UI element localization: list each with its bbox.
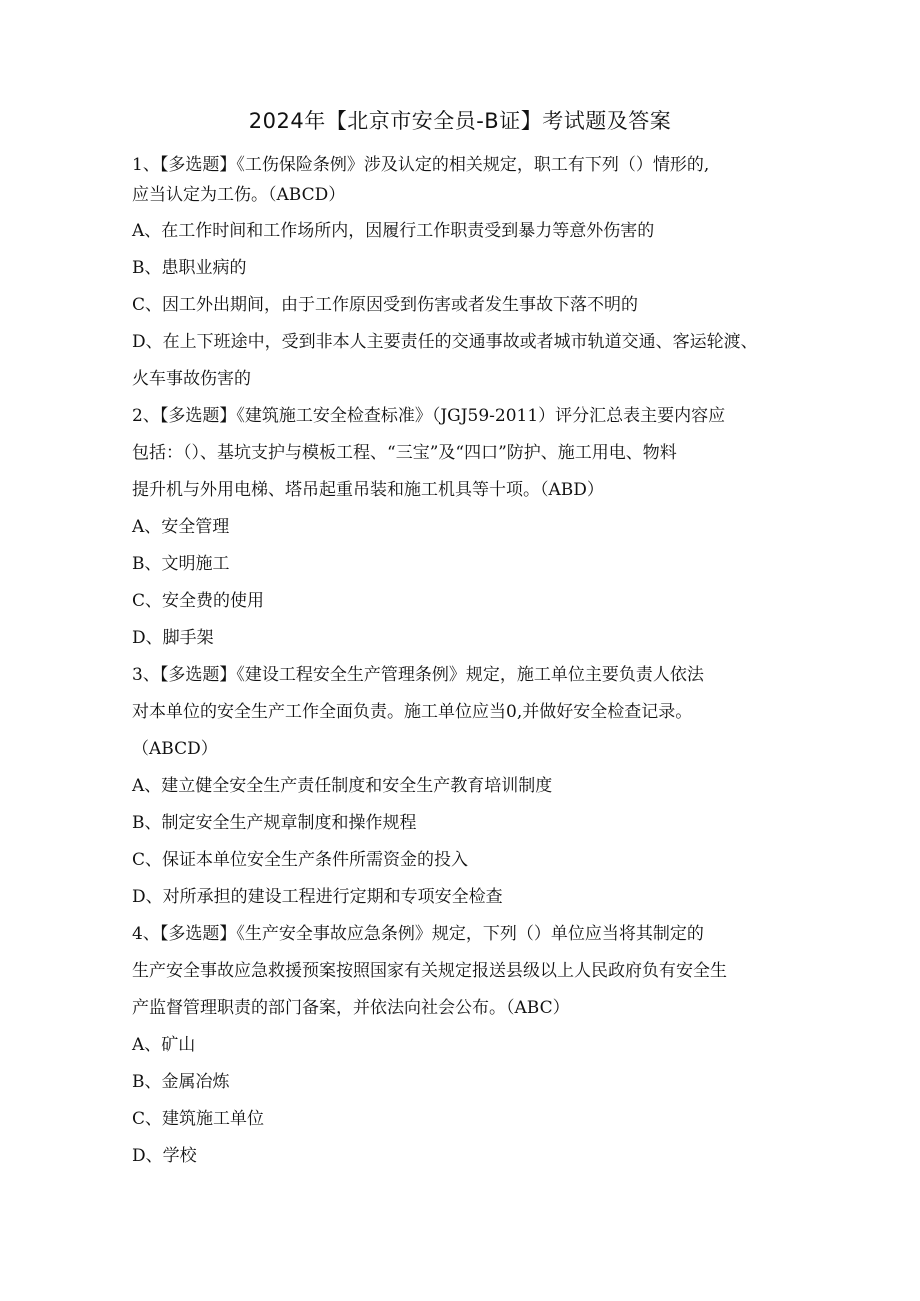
option-a: A、矿山 [132,1035,196,1055]
question-stem-line: 3、【多选题】《建设工程安全生产管理条例》规定，施工单位主要负责人依法 [132,665,704,685]
option-b: B、金属冶炼 [132,1072,230,1092]
question-stem-line: 产监督管理职责的部门备案，并依法向社会公布。（ABC） [132,998,570,1018]
page-title: 2024年【北京市安全员-B证】考试题及答案 [248,109,672,133]
option-d-continued: 火车事故伤害的 [132,369,251,389]
question-stem-line: 对本单位的安全生产工作全面负责。施工单位应当0,并做好安全检查记录。 [132,702,693,722]
option-d: D、对所承担的建设工程进行定期和专项安全检查 [132,887,503,907]
option-c: C、安全费的使用 [132,591,265,611]
question-stem [132,916,794,1027]
question-1 [132,150,794,398]
question-stem-line: 4、【多选题】《生产安全事故应急条例》规定，下列（）单位应当将其制定的 [132,924,704,944]
option-d: D、脚手架 [132,628,214,648]
question-stem-line: 2、【多选题】《建筑施工安全检查标准》（JGJ59-2011）评分汇总表主要内容应 [132,406,726,426]
question-stem-line: 1、【多选题】《工伤保险条例》涉及认定的相关规定，职工有下列（）情形的, [132,155,710,175]
option-d: D、学校 [132,1146,197,1166]
question-stem-line: 生产安全事故应急救援预案按照国家有关规定报送县级以上人民政府负有安全生 [132,961,727,981]
option-d: D、在上下班途中，受到非本人主要责任的交通事故或者城市轨道交通、客运轮渡、 [132,332,758,352]
option-b: B、制定安全生产规章制度和操作规程 [132,813,417,833]
option-c: C、因工外出期间，由于工作原因受到伤害或者发生事故下落不明的 [132,295,639,315]
question-3 [132,657,794,916]
question-stem [132,150,794,210]
option-a: A、建立健全安全生产责任制度和安全生产教育培训制度 [132,776,553,796]
option-c: C、建筑施工单位 [132,1109,265,1129]
question-stem-line: 应当认定为工伤。（ABCD） [132,185,346,205]
question-stem [132,657,794,768]
question-4 [132,916,794,1175]
question-2 [132,398,794,657]
option-c: C、保证本单位安全生产条件所需资金的投入 [132,850,469,870]
question-stem [132,398,794,509]
option-b: B、文明施工 [132,554,230,574]
question-stem-line: （ABCD） [132,739,218,759]
question-stem-line: 包括：（）、基坑支护与模板工程、“三宝”及“四口”防护、施工用电、物料 [132,443,677,463]
question-stem-line: 提升机与外用电梯、塔吊起重吊装和施工机具等十项。（ABD） [132,480,604,500]
option-a: A、安全管理 [132,517,230,537]
question-list [132,150,794,1175]
option-b: B、患职业病的 [132,258,247,278]
option-a: A、在工作时间和工作场所内，因履行工作职责受到暴力等意外伤害的 [132,221,655,241]
